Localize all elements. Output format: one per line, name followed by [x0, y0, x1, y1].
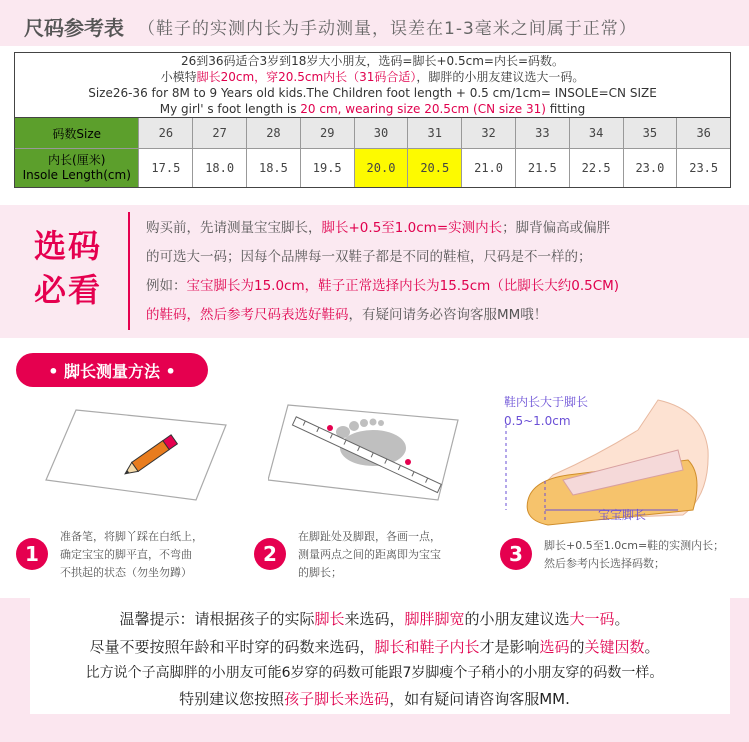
info-line-4	[15, 101, 730, 117]
step-3-number: 3	[500, 538, 532, 570]
notice-line-4	[146, 301, 746, 330]
size-cell: 29	[301, 118, 355, 148]
length-cell: 22.5	[570, 149, 624, 187]
size-table-info	[15, 53, 730, 118]
tip-line-2	[0, 636, 749, 657]
size-table	[14, 52, 731, 188]
info-text: ，脚胖的小朋友建议选大一码。	[416, 70, 585, 84]
step-2-line: 测量两点之间的距离即为宝宝	[298, 548, 441, 561]
tip-highlight: 孩子脚长来选码	[284, 690, 390, 708]
step-2-number: 2	[254, 538, 286, 570]
paper-pen-illustration	[36, 380, 236, 510]
length-cell: 20.5	[408, 149, 462, 187]
length-label-cn: 内长(厘米)	[48, 153, 106, 167]
size-cell: 27	[193, 118, 247, 148]
tip-span: 。	[644, 638, 660, 656]
notice-span: ，有疑问请务必咨询客服MM哦！	[348, 307, 548, 323]
size-cell: 32	[462, 118, 516, 148]
must-read-line-2: 必看	[34, 271, 103, 309]
measure-method-badge: • 脚长测量方法 •	[16, 353, 208, 387]
size-cell: 30	[355, 118, 409, 148]
length-cell: 21.0	[462, 149, 516, 187]
info-line-1: 26到36码适合3岁到18岁大小朋友，选码=脚长+0.5cm=内长=码数。	[180, 54, 565, 68]
step-2-line: 在脚趾处及脚跟，各画一点，	[298, 530, 441, 543]
length-cell: 20.0	[355, 149, 409, 187]
size-cell: 26	[139, 118, 193, 148]
size-row	[15, 118, 730, 149]
size-cell: 33	[516, 118, 570, 148]
size-cell: 36	[677, 118, 730, 148]
size-cell: 35	[624, 118, 678, 148]
step-2-text	[298, 528, 441, 582]
info-line-3: Size26-36 for 8M to 9 Years old kids.The Children foot length + 0.5 cm/1cm= INSOLE=CN SIZE	[88, 86, 657, 100]
header-bar	[0, 0, 749, 46]
must-read-line-1: 选码	[34, 227, 103, 265]
tip-highlight: 大一码	[569, 610, 615, 628]
length-cell: 17.5	[139, 149, 193, 187]
size-cell: 28	[247, 118, 301, 148]
size-cell: 31	[408, 118, 462, 148]
tip-line-4	[0, 688, 749, 709]
tip-span: 温馨提示：请根据孩子的实际	[119, 610, 315, 628]
info-line-2	[15, 69, 730, 85]
step-1-line: 准备笔，将脚丫踩在白纸上，	[60, 530, 203, 543]
length-cell: 23.0	[624, 149, 678, 187]
step-1-text	[60, 528, 203, 582]
notice-span: ；脚背偏高或偏胖	[502, 220, 611, 236]
notice-highlight: 宝宝脚长为15.0cm，鞋子正常选择内长为15.5cm（比脚长大约0.5CM)	[186, 278, 620, 294]
tip-highlight: 脚长	[314, 610, 345, 628]
length-cell: 18.5	[247, 149, 301, 187]
must-read-heading	[34, 224, 102, 312]
tip-line-1	[0, 608, 749, 629]
tip-highlight: 脚长和鞋子内长	[374, 638, 480, 656]
info-highlight: 20 cm, wearing size 20.5cm (CN size 31)	[300, 102, 546, 116]
step-1-line: 不拱起的状态（勿坐勿蹲）	[60, 566, 192, 579]
tip-span: 。	[614, 610, 630, 628]
notice-line-3	[146, 272, 746, 301]
notice-highlight: 的鞋码，然后参考尺码表选好鞋码	[146, 307, 349, 323]
shoe-annotation-range: 0.5~1.0cm	[504, 414, 571, 428]
tip-span: 的小朋友建议选	[464, 610, 570, 628]
tip-span: 尽量不要按照年龄和平时穿的码数来选码，	[89, 638, 375, 656]
info-text: 小模特	[160, 70, 197, 84]
length-cell: 23.5	[689, 161, 719, 175]
step-2-line: 的脚长；	[298, 566, 342, 579]
tip-span: 的	[569, 638, 585, 656]
info-text: My girl' s foot length is	[159, 102, 301, 116]
step-1-number: 1	[16, 538, 48, 570]
info-text: fitting	[545, 102, 586, 116]
notice-span: 购买前，先请测量宝宝脚长，	[146, 220, 322, 236]
notice-span: 例如：	[146, 278, 187, 294]
shoe-annotation-foot: 宝宝脚长	[598, 508, 647, 522]
foot-ruler-illustration	[268, 380, 468, 510]
step-3-text	[544, 537, 724, 573]
step-1-line: 确定宝宝的脚平直，不弯曲	[60, 548, 192, 561]
length-label-en: Insole Length(cm)	[22, 168, 131, 182]
size-cell: 34	[570, 118, 624, 148]
notice-line-1	[146, 214, 746, 243]
tip-highlight: 脚胖脚宽	[404, 610, 465, 628]
length-row	[15, 149, 730, 187]
notice-line-2: 的可选大一码；因每个品牌每一双鞋子都是不同的鞋楦，尺码是不一样的；	[146, 249, 592, 265]
tip-highlight: 关键因数	[584, 638, 645, 656]
shoe-annotation-top: 鞋内长大于脚长	[504, 395, 589, 409]
tip-span: 特别建议您按照	[179, 690, 285, 708]
length-cell: 21.5	[516, 149, 570, 187]
tip-highlight: 选码	[539, 638, 570, 656]
page-title: 尺码参考表	[24, 16, 124, 40]
step-3-line: 脚长+0.5至1.0cm=鞋的实测内长；	[544, 539, 725, 552]
tip-span: ，如有疑问请咨询客服MM.	[389, 690, 570, 708]
notice-highlight: 脚长+0.5至1.0cm=实测内长	[321, 220, 503, 236]
size-row-label: 码数Size	[15, 118, 139, 148]
length-cell: 18.0	[193, 149, 247, 187]
step-3-line: 然后参考内长选择码数；	[544, 557, 665, 570]
notice-divider	[128, 212, 130, 330]
page-subtitle: （鞋子的实测内长为手动测量，误差在1-3毫米之间属于正常）	[138, 19, 637, 39]
tip-span: 来选码，	[344, 610, 405, 628]
tip-line-3: 比方说个子高脚胖的小朋友可能6岁穿的码数可能跟7岁脚瘦个子稍小的小朋友穿的码数一样。	[85, 665, 664, 681]
tip-span: 才是影响	[479, 638, 540, 656]
info-highlight: 脚长20cm，穿20.5cm内长（31码合适）	[196, 70, 417, 84]
notice-text	[146, 214, 746, 330]
length-row-label	[15, 149, 139, 187]
length-cell: 19.5	[301, 149, 355, 187]
